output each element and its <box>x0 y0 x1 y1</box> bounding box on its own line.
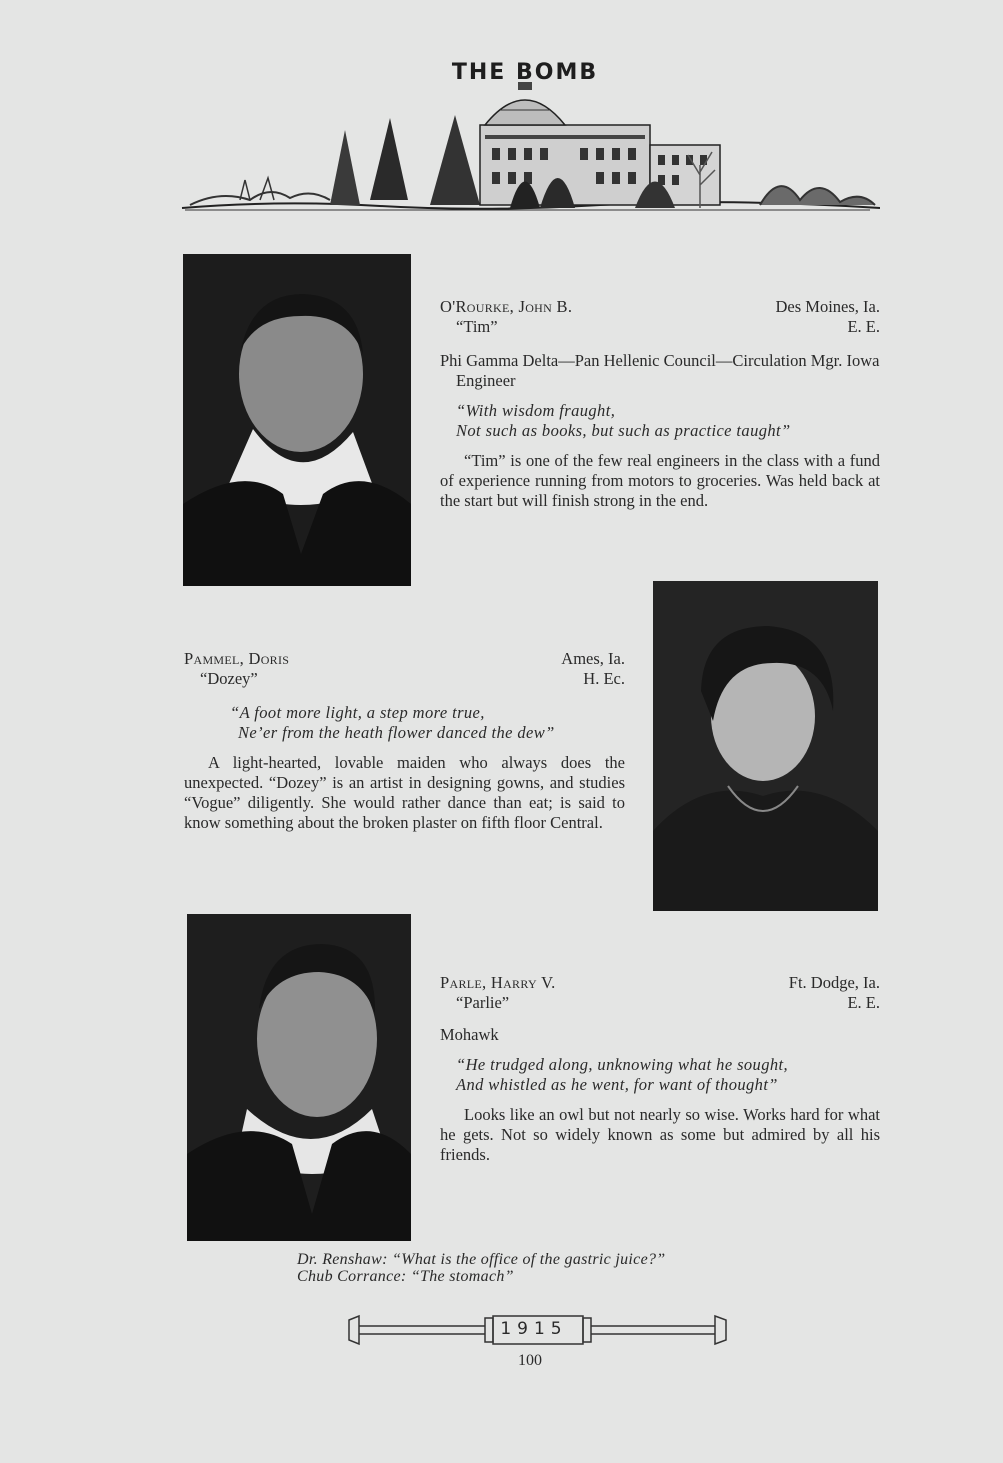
student-name: Pammel, Doris <box>184 649 290 668</box>
header-title: THE BOMB <box>451 60 599 85</box>
footer-year: 1915 <box>500 1319 568 1339</box>
description: A light-hearted, lovable maiden who always does the unexpected. “Dozey” is an artist in designing gowns, and studies “Vogue” diligently. She would rather dance than eat; is said to know something about the broken plaster on fifth floor Central. <box>184 753 625 832</box>
nickname: “Parlie” <box>456 993 510 1012</box>
description: “Tim” is one of the few real engineers in the class with a fund of experience running from motors to groceries. Was held back at the start but will finish strong in the end. <box>440 451 880 510</box>
hometown: Ames, Ia. <box>561 649 625 668</box>
quote-line: Ne’er from the heath flower danced the dew” <box>238 723 555 742</box>
student-entry <box>440 973 880 1165</box>
student-name: O'Rourke, John B. <box>440 297 573 316</box>
affiliations: Phi Gamma Delta—Pan Hellenic Council—Circulation Mgr. Iowa Engineer <box>440 351 880 390</box>
joke-line: Dr. Renshaw: “What is the office of the gastric juice?” <box>297 1251 666 1268</box>
quote-line: “A foot more light, a step more true, <box>230 703 485 722</box>
student-entry <box>440 297 880 511</box>
portrait-photo <box>653 581 878 911</box>
header-banner <box>180 60 880 215</box>
course: E. E. <box>847 317 880 336</box>
nickname: “Dozey” <box>200 669 258 688</box>
quote <box>184 703 625 743</box>
hometown: Ft. Dodge, Ia. <box>788 973 880 992</box>
joke-quote <box>297 1251 665 1285</box>
quote <box>440 1055 880 1095</box>
quote-line: And whistled as he went, for want of thought” <box>456 1075 778 1094</box>
nickname: “Tim” <box>456 317 498 336</box>
quote <box>440 401 880 441</box>
quote-line: “He trudged along, unknowing what he sought, <box>456 1055 789 1074</box>
course: E. E. <box>847 993 880 1012</box>
quote-line: “With wisdom fraught, <box>456 401 616 420</box>
description: Looks like an owl but not nearly so wise. Works hard for what he gets. Not so widely known as some but admired by all his friends. <box>440 1105 880 1164</box>
affiliations: Mohawk <box>440 1025 499 1044</box>
student-entry <box>184 649 625 833</box>
joke-line: Chub Corrance: “The stomach” <box>297 1268 514 1285</box>
hometown: Des Moines, Ia. <box>775 297 880 316</box>
course: H. Ec. <box>583 669 625 688</box>
student-name: Parle, Harry V. <box>440 973 556 992</box>
page-number: 100 <box>518 1352 542 1369</box>
portrait-photo <box>187 914 411 1241</box>
quote-line: Not such as books, but such as practice taught” <box>456 421 791 440</box>
portrait-photo <box>183 254 411 586</box>
